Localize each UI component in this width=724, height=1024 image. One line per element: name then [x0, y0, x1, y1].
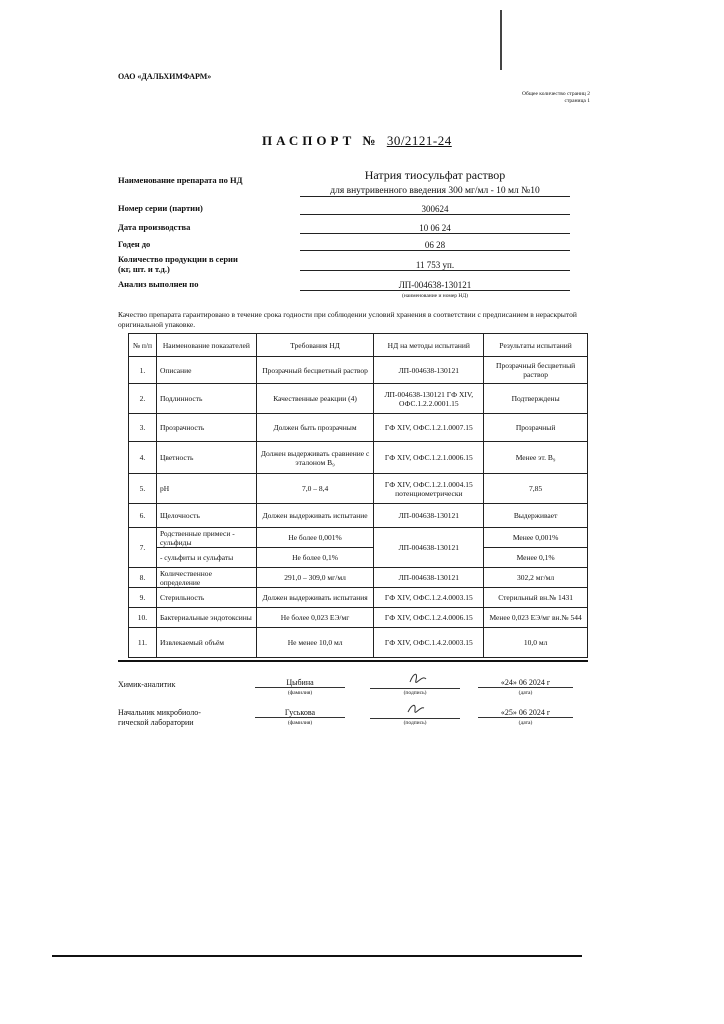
- table-row: [129, 357, 588, 384]
- scan-artifact-vertical: [500, 10, 502, 70]
- row-requirement: Не более 0,023 ЕЭ/мг: [256, 608, 374, 628]
- table-row: [129, 568, 588, 588]
- row-requirement: Должен быть прозрачным: [256, 414, 374, 442]
- series-value: 300624: [300, 204, 570, 215]
- row-indicator: Цветность: [156, 442, 256, 474]
- row-method: ГФ XIV, ОФС.1.2.4.0003.15: [374, 588, 484, 608]
- row-number: 11.: [129, 628, 157, 658]
- row-method: ЛП-004638-130121 ГФ XIV, ОФС.1.2.2.0001.15: [374, 384, 484, 414]
- row-requirement: Должен выдерживать испытание: [256, 504, 374, 528]
- row-requirement: 291,0 – 309,0 мг/мл: [256, 568, 374, 588]
- row-requirement: Не более 0,001%: [256, 528, 374, 548]
- row-requirement: Не более 0,1%: [256, 548, 374, 568]
- micro-date: «25» 06 2024 г: [478, 708, 573, 718]
- row-indicator: Извлекаемый объём: [156, 628, 256, 658]
- header-results: Результаты испытаний: [484, 334, 588, 357]
- analysis-label: Анализ выполнен по: [118, 279, 199, 289]
- row-method: ГФ XIV, ОФС.1.2.1.0006.15: [374, 442, 484, 474]
- row-indicator: Родственные примеси - сульфиды: [156, 528, 256, 548]
- qty-label-line1: Количество продукции в серии: [118, 254, 238, 264]
- page-title: [262, 133, 452, 149]
- row-result: Менее 0,1%: [484, 548, 588, 568]
- table-row: [129, 414, 588, 442]
- title-word: ПАСПОРТ №: [262, 133, 380, 148]
- row-number: 8.: [129, 568, 157, 588]
- company-name: ОАО «ДАЛЬХИМФАРМ»: [118, 72, 212, 81]
- quality-note: Качество препарата гарантировано в течение срока годности при соблюдении условий хранения в соответствии с предписанием в нераскрытой оригинальной упаковке.: [118, 310, 577, 329]
- chemist-role: Химик-аналитик: [118, 680, 176, 689]
- row-requirement: Не менее 10,0 мл: [256, 628, 374, 658]
- row-requirement: 7,0 – 8,4: [256, 474, 374, 504]
- row-method: ЛП-004638-130121: [374, 357, 484, 384]
- row-indicator: Стерильность: [156, 588, 256, 608]
- header-number: № п/п: [129, 334, 157, 357]
- row-number: 5.: [129, 474, 157, 504]
- analysis-caption: (наименование и номер НД): [402, 293, 468, 299]
- micro-role-line2: гической лаборатории: [118, 718, 194, 727]
- row-indicator: Количественное определение: [156, 568, 256, 588]
- product-label: Наименование препарата по НД: [118, 175, 243, 185]
- row-result: Менее 0,023 ЕЭ/мг вн.№ 544: [484, 608, 588, 628]
- table-row: [129, 548, 588, 568]
- chemist-signature: [370, 678, 460, 689]
- signature-scribble-icon: [370, 670, 460, 686]
- row-indicator: Бактериальные эндотоксины: [156, 608, 256, 628]
- row-result: Прозрачный: [484, 414, 588, 442]
- table-row: [129, 608, 588, 628]
- row-method: ГФ XIV, ОФС.1.2.4.0006.15: [374, 608, 484, 628]
- product-name: Натрия тиосульфат раствор: [364, 168, 506, 182]
- row-number: 10.: [129, 608, 157, 628]
- date-label: Дата производства: [118, 222, 191, 232]
- valid-value: 06 28: [300, 240, 570, 251]
- row-number: 7.: [129, 528, 157, 568]
- series-label: Номер серии (партии): [118, 203, 203, 213]
- row-indicator: - сульфиты и сульфаты: [156, 548, 256, 568]
- table-row: [129, 442, 588, 474]
- row-result: 10,0 мл: [484, 628, 588, 658]
- row-result: Менее 0,001%: [484, 528, 588, 548]
- row-indicator: Прозрачность: [156, 414, 256, 442]
- table-header-row: [129, 334, 588, 357]
- table-row: [129, 528, 588, 548]
- micro-name: Гуськова: [255, 708, 345, 718]
- valid-label: Годен до: [118, 239, 151, 249]
- qty-value: 11 753 уп.: [300, 260, 570, 271]
- table-row: [129, 588, 588, 608]
- micro-signature: [370, 708, 460, 719]
- row-method: ГФ XIV, ОФС.1.2.1.0007.15: [374, 414, 484, 442]
- row-number: 2.: [129, 384, 157, 414]
- row-number: 6.: [129, 504, 157, 528]
- micro-signature-caption: (подпись): [403, 720, 427, 726]
- row-result: 302,2 мг/мл: [484, 568, 588, 588]
- row-indicator: pH: [156, 474, 256, 504]
- page-count: [470, 91, 590, 105]
- results-table: [128, 333, 588, 658]
- product-form: для внутривенного введения 300 мг/мл - 10 мл №10: [300, 186, 570, 197]
- row-requirement: Должен выдерживать испытания: [256, 588, 374, 608]
- page-number: страница 1: [564, 98, 590, 104]
- chemist-date-caption: (дата): [518, 690, 533, 696]
- chemist-date: «24» 06 2024 г: [478, 678, 573, 688]
- table-row: [129, 504, 588, 528]
- row-number: 3.: [129, 414, 157, 442]
- table-row: [129, 384, 588, 414]
- signature-scribble-icon: [370, 700, 460, 716]
- row-number: 4.: [129, 442, 157, 474]
- row-result: Менее эт. B₉: [484, 442, 588, 474]
- micro-surname-caption: (фамилия): [287, 720, 313, 726]
- chemist-signature-caption: (подпись): [403, 690, 427, 696]
- qty-label-line2: (кг, шт. и т.д.): [118, 264, 170, 274]
- row-method: ЛП-004638-130121: [374, 528, 484, 568]
- row-result: Стерильный вн.№ 1431: [484, 588, 588, 608]
- micro-role: [118, 708, 201, 728]
- row-method: ГФ XIV, ОФС.1.4.2.0003.15: [374, 628, 484, 658]
- analysis-value: ЛП-004638-130121: [300, 280, 570, 291]
- chemist-surname-caption: (фамилия): [287, 690, 313, 696]
- micro-role-line1: Начальник микробиоло-: [118, 708, 201, 717]
- row-indicator: Описание: [156, 357, 256, 384]
- table-row: [129, 474, 588, 504]
- row-result: Выдерживает: [484, 504, 588, 528]
- scan-artifact-line: [52, 955, 582, 957]
- row-method: ЛП-004638-130121: [374, 568, 484, 588]
- row-result: Подтверждены: [484, 384, 588, 414]
- table-row: [129, 628, 588, 658]
- row-requirement: Качественные реакции (4): [256, 384, 374, 414]
- row-result: Прозрачный бесцветный раствор: [484, 357, 588, 384]
- row-indicator: Щелочность: [156, 504, 256, 528]
- row-number: 9.: [129, 588, 157, 608]
- row-requirement: Прозрачный бесцветный раствор: [256, 357, 374, 384]
- qty-label: [118, 254, 238, 274]
- row-indicator: Подлинность: [156, 384, 256, 414]
- chemist-name: Цыбина: [255, 678, 345, 688]
- row-method: ЛП-004638-130121: [374, 504, 484, 528]
- row-number: 1.: [129, 357, 157, 384]
- row-result: 7,85: [484, 474, 588, 504]
- passport-number: 30/2121-24: [386, 133, 452, 148]
- micro-date-caption: (дата): [518, 720, 533, 726]
- row-requirement: Должен выдерживать сравнение с эталоном B₉: [256, 442, 374, 474]
- header-methods: НД на методы испытаний: [374, 334, 484, 357]
- header-requirements: Требования НД: [256, 334, 374, 357]
- header-indicator: Наименование показателей: [156, 334, 256, 357]
- row-method: ГФ XIV, ОФС.1.2.1.0004.15 потенциометрически: [374, 474, 484, 504]
- separator-line: [118, 660, 588, 662]
- date-value: 10 06 24: [300, 223, 570, 234]
- page-count-total: Общее количество страниц 2: [522, 91, 590, 97]
